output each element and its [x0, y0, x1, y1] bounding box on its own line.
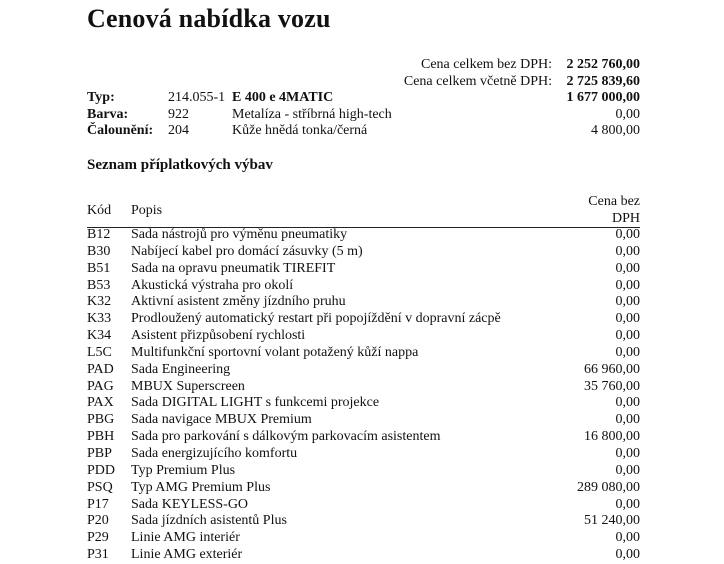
table-row: [87, 530, 640, 547]
item-description: Sada nástrojů pro výměnu pneumatiky: [131, 227, 348, 242]
header-price: Cena bez DPH: [588, 194, 640, 226]
item-description: Prodloužený automatický restart při popojíždění v dopravní zácpě: [131, 311, 501, 327]
table-row: [87, 463, 640, 480]
item-price: 0,00: [615, 227, 640, 242]
item-price: 0,00: [615, 530, 640, 546]
table-row: [87, 311, 640, 328]
item-price: 0,00: [615, 243, 640, 259]
item-code: PAG: [87, 378, 114, 394]
table-row: [87, 547, 640, 564]
item-price: 0,00: [615, 547, 640, 563]
item-description: Sada na opravu pneumatik TIREFIT: [131, 260, 336, 276]
item-price: 51 240,00: [584, 513, 640, 529]
item-code: L5C: [87, 344, 112, 360]
item-price: 0,00: [615, 260, 640, 276]
item-price: 0,00: [615, 311, 640, 327]
item-description: Sada energizujícího komfortu: [131, 445, 298, 461]
item-description: Sada pro parkování s dálkovým parkovacím asistentem: [131, 429, 441, 445]
item-code: P17: [87, 496, 109, 512]
item-code: K34: [87, 328, 112, 344]
total-with-vat: [404, 73, 640, 90]
table-row: [87, 412, 640, 429]
item-description: Typ AMG Premium Plus: [131, 479, 271, 495]
total-with-vat-value: 2 725 839,60: [566, 74, 640, 89]
vehicle-price: 0,00: [615, 106, 640, 122]
item-code: P31: [87, 547, 109, 563]
item-code: B12: [87, 227, 111, 242]
table-row: [87, 244, 640, 261]
item-description: MBUX Superscreen: [131, 378, 245, 394]
page-title: Cenová nabídka vozu: [87, 4, 331, 33]
price-totals: [404, 56, 640, 90]
item-code: B30: [87, 243, 111, 259]
item-price: 0,00: [615, 445, 640, 461]
table-header: [87, 193, 640, 227]
vehicle-key: Typ:: [87, 90, 115, 105]
item-price: 66 960,00: [584, 361, 640, 377]
item-code: PBG: [87, 412, 115, 428]
item-price: 0,00: [615, 277, 640, 293]
item-price: 35 760,00: [584, 378, 640, 394]
item-description: Linie AMG exteriér: [131, 547, 243, 563]
item-price: 0,00: [615, 412, 640, 428]
vehicle-row-color: [87, 107, 640, 124]
vehicle-code: 204: [168, 123, 189, 138]
item-description: Sada DIGITAL LIGHT s funkcemi projekce: [131, 395, 380, 411]
header-desc: Popis: [131, 203, 163, 218]
item-code: P20: [87, 513, 109, 529]
item-price: 16 800,00: [584, 429, 640, 445]
vehicle-code: 214.055-1: [168, 90, 226, 105]
item-code: B51: [87, 260, 111, 276]
table-row: [87, 278, 640, 295]
item-price: 0,00: [615, 462, 640, 478]
section-title: Seznam příplatkových výbav: [87, 157, 273, 173]
item-code: B53: [87, 277, 111, 293]
table-row: [87, 480, 640, 497]
item-code: PAD: [87, 361, 114, 377]
item-code: PBH: [87, 429, 115, 445]
vehicle-desc: E 400 e 4MATIC: [232, 90, 334, 105]
vehicle-summary: [87, 90, 640, 140]
item-description: Multifunkční sportovní volant potažený kůží nappa: [131, 344, 419, 360]
item-code: PDD: [87, 462, 116, 478]
item-code: PSQ: [87, 479, 113, 495]
vehicle-key: Barva:: [87, 106, 129, 122]
item-description: Aktivní asistent změny jízdního pruhu: [131, 294, 346, 310]
table-row: [87, 446, 640, 463]
table-row: [87, 328, 640, 345]
item-price: 0,00: [615, 294, 640, 310]
vehicle-desc: Kůže hnědá tonka/černá: [232, 123, 368, 138]
item-code: P29: [87, 530, 109, 546]
item-price: 289 080,00: [577, 479, 640, 495]
vehicle-row-upholstery: [87, 123, 640, 140]
total-without-vat-label: Cena celkem bez DPH:: [420, 57, 552, 72]
table-row: [87, 345, 640, 362]
vehicle-desc: Metalíza - stříbrná high-tech: [232, 106, 392, 122]
item-price: 0,00: [615, 496, 640, 512]
item-code: PAX: [87, 395, 114, 411]
item-description: Typ Premium Plus: [131, 462, 236, 478]
item-description: Nabíjecí kabel pro domácí zásuvky (5 m): [131, 243, 363, 259]
item-code: K32: [87, 294, 112, 310]
table-row: [87, 379, 640, 396]
vehicle-price: 1 677 000,00: [566, 90, 640, 105]
total-with-vat-label: Cena celkem včetně DPH:: [403, 74, 552, 89]
item-description: Sada Engineering: [131, 361, 231, 377]
item-description: Akustická výstraha pro okolí: [131, 277, 294, 293]
total-without-vat: [404, 56, 640, 73]
table-row: [87, 294, 640, 311]
item-price: 0,00: [615, 328, 640, 344]
item-description: Sada navigace MBUX Premium: [131, 412, 312, 428]
vehicle-code: 922: [168, 106, 189, 122]
table-row: [87, 227, 640, 244]
vehicle-price: 4 800,00: [591, 123, 640, 138]
item-price: 0,00: [615, 344, 640, 360]
item-code: K33: [87, 311, 112, 327]
table-row: [87, 429, 640, 446]
item-price: 0,00: [615, 395, 640, 411]
vehicle-key: Čalounění:: [87, 123, 154, 138]
header-code: Kód: [87, 203, 112, 218]
table-row: [87, 362, 640, 379]
table-row: [87, 513, 640, 530]
vehicle-row-type: [87, 90, 640, 107]
item-description: Linie AMG interiér: [131, 530, 240, 546]
item-description: Sada jízdních asistentů Plus: [131, 513, 287, 529]
total-without-vat-value: 2 252 760,00: [566, 57, 640, 72]
item-code: PBP: [87, 445, 112, 461]
table-row: [87, 497, 640, 514]
equipment-list: [87, 227, 640, 564]
table-row: [87, 395, 640, 412]
table-row: [87, 261, 640, 278]
item-description: Sada KEYLESS-GO: [131, 496, 249, 512]
item-description: Asistent přizpůsobení rychlosti: [131, 328, 306, 344]
